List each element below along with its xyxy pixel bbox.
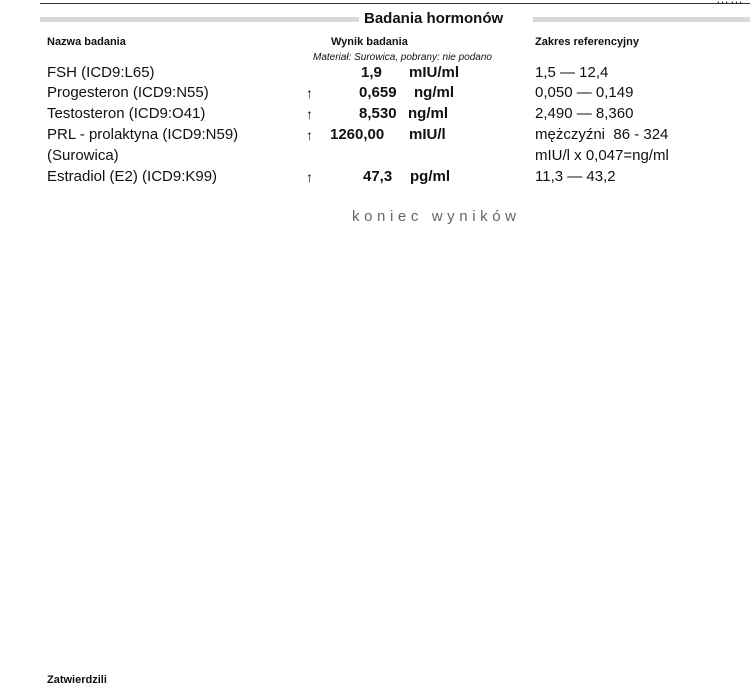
result-value: 0,659 <box>359 84 397 101</box>
result-unit: mIU/l <box>409 126 446 143</box>
test-name: Progesteron (ICD9:N55) <box>47 84 209 101</box>
result-unit: pg/ml <box>410 168 450 185</box>
high-flag-icon: ↑ <box>306 169 313 185</box>
approved-by-label: Zatwierdzili <box>47 674 107 686</box>
result-unit: ng/ml <box>408 105 448 122</box>
title-bar-left <box>40 17 359 22</box>
result-value: 1,9 <box>361 64 382 81</box>
reference-range: 11,3 — 43,2 <box>535 168 616 185</box>
header-fragment <box>716 0 744 6</box>
result-value: 47,3 <box>363 168 393 185</box>
result-unit: mIU/ml <box>409 64 460 81</box>
section-header <box>40 10 750 28</box>
high-flag-icon: ↑ <box>306 106 313 122</box>
column-header-name: Nazwa badania <box>47 36 126 48</box>
test-name: Testosteron (ICD9:O41) <box>47 105 206 122</box>
title-bar-right <box>533 17 750 22</box>
column-header-result: Wynik badania <box>331 36 408 48</box>
high-flag-icon: ↑ <box>306 127 313 143</box>
end-of-results-text: koniec wyników <box>352 208 521 225</box>
test-name: PRL - prolaktyna (ICD9:N59) <box>47 126 239 143</box>
top-rule <box>40 3 750 4</box>
reference-range: 2,490 — 8,360 <box>535 105 634 122</box>
reference-range: 0,050 — 0,149 <box>535 84 634 101</box>
high-flag-icon: ↑ <box>306 85 313 101</box>
test-name-material: (Surowica) <box>47 147 119 164</box>
test-name: FSH (ICD9:L65) <box>47 64 155 81</box>
column-header-range: Zakres referencyjny <box>535 36 639 48</box>
result-value: 1260,00 <box>330 126 385 143</box>
material-note: Materiał: Surowica, pobrany: nie podano <box>313 52 492 63</box>
result-value: 8,530 <box>359 105 397 122</box>
test-name: Estradiol (E2) (ICD9:K99) <box>47 168 218 185</box>
reference-range: mężczyźni 86 - 324 <box>535 126 669 143</box>
reference-range-conversion: mIU/l x 0,047=ng/ml <box>535 147 669 164</box>
reference-range: 1,5 — 12,4 <box>535 64 609 81</box>
result-unit: ng/ml <box>414 84 454 101</box>
section-title: Badania hormonów <box>364 10 504 27</box>
